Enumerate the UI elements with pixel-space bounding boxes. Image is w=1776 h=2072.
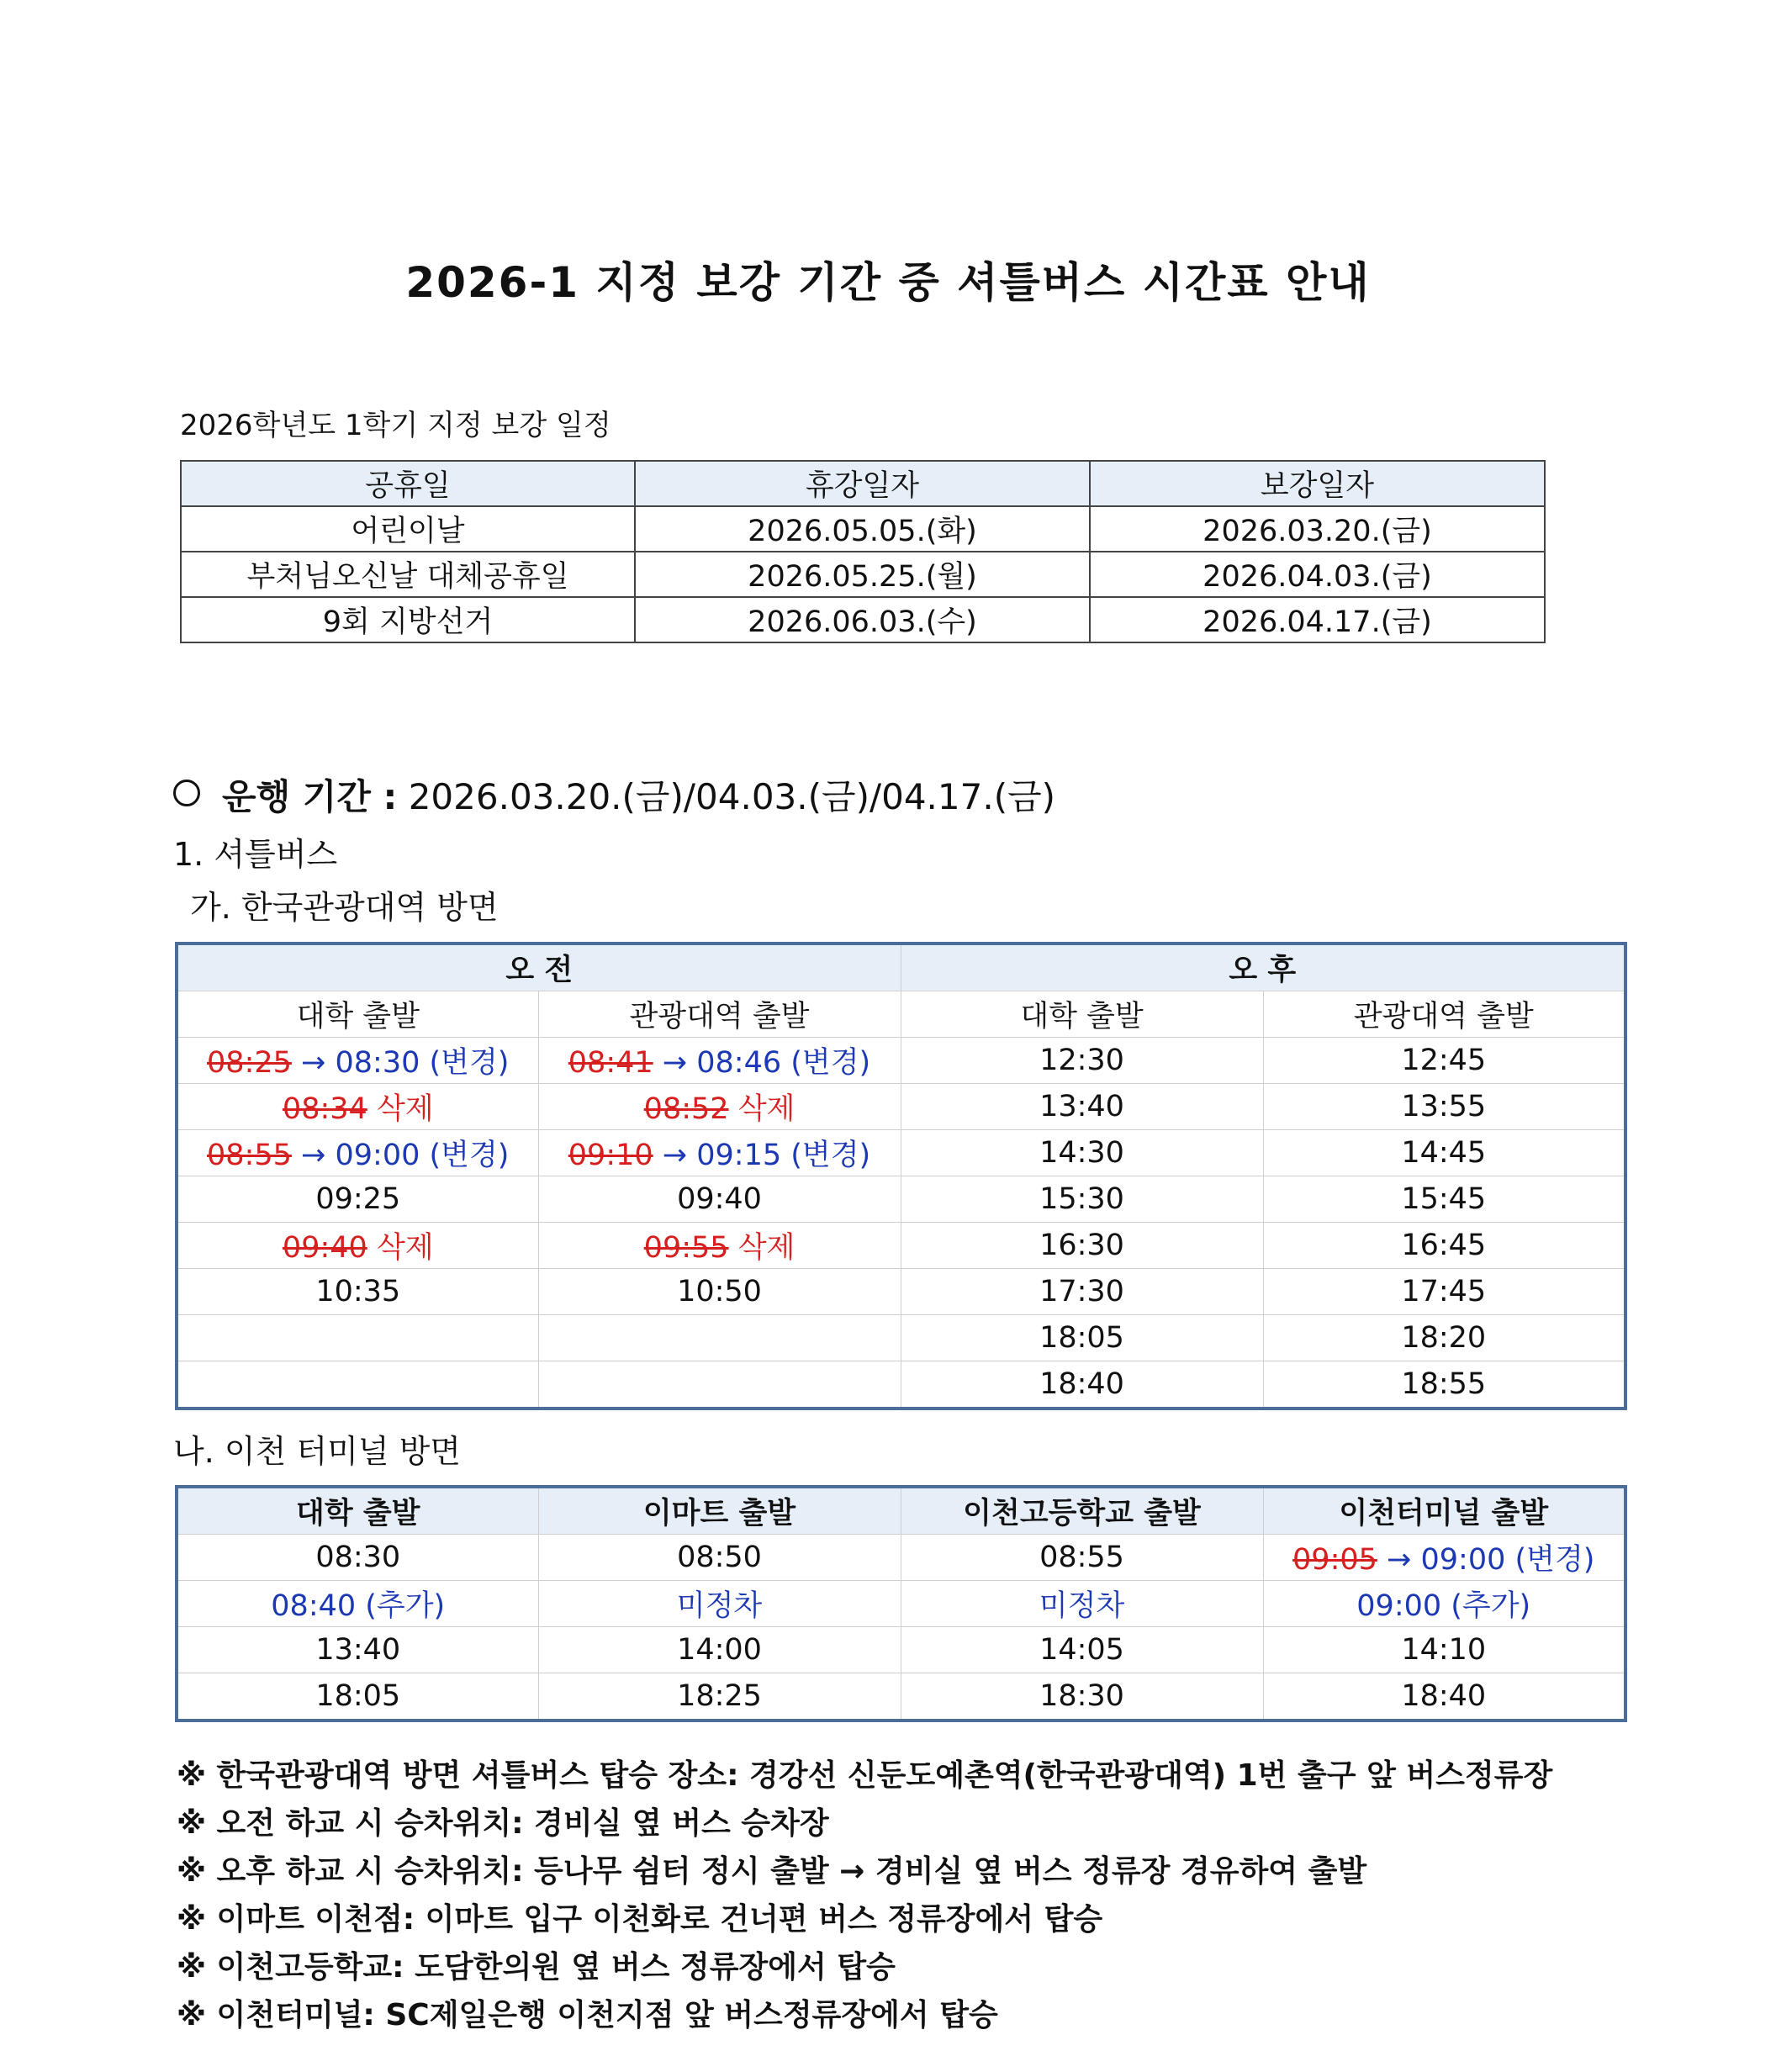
arrow-icon: → [301,1046,326,1080]
time-cell [177,1130,538,1176]
time-cell [538,1130,901,1176]
note-emart: ※ 이마트 이천점: 이마트 입구 이천화로 건너편 버스 정류장에서 탑승 [177,1902,1103,1937]
table-row [177,1223,1625,1269]
table-row [177,1084,1625,1130]
table-row [177,1176,1625,1223]
time-cell: 14:30 [901,1130,1263,1176]
period-value: 2026.03.20.(금)/04.03.(금)/04.17.(금) [408,776,1056,817]
table-row [181,552,1545,597]
cell-holiday: 9회 지방선거 [181,597,635,642]
time-cell: 13:40 [901,1084,1263,1130]
circle-bullet-icon [173,780,200,806]
header-highschool: 이천고등학교 출발 [901,1487,1263,1535]
change-tag: (변경) [1514,1543,1595,1577]
header-terminal: 이천터미널 출발 [1263,1487,1625,1535]
time-cell: 16:45 [1263,1223,1625,1269]
cell-cancel-date: 2026.05.05.(화) [635,506,1090,552]
terminal-route-heading: 나. 이천 터미널 방면 [173,1433,461,1470]
time-cell: 13:55 [1263,1084,1625,1130]
time-cell: 14:10 [1263,1627,1625,1673]
cell-makeup-date: 2026.03.20.(금) [1090,506,1545,552]
table-row [177,1581,1625,1627]
time-cell: 15:45 [1263,1176,1625,1223]
time-cell: 09:40 [538,1176,901,1223]
cell-holiday: 부처님오신날 대체공휴일 [181,552,635,597]
time-cell [177,1361,538,1409]
time-cell: 18:55 [1263,1361,1625,1409]
new-time: 08:30 [335,1046,420,1080]
added-time: 미정차 [676,1589,763,1623]
group-pm: 오 후 [901,944,1625,991]
time-cell: 18:30 [901,1673,1263,1721]
delete-tag: 삭제 [376,1092,434,1126]
time-cell [177,1223,538,1269]
added-time: 09:00 (추가) [1356,1589,1531,1623]
table-row [177,1130,1625,1176]
table-row [177,1269,1625,1315]
new-time: 09:15 [696,1139,782,1172]
time-cell: 14:05 [901,1627,1263,1673]
cell-holiday: 어린이날 [181,506,635,552]
time-cell: 17:45 [1263,1269,1625,1315]
time-cell: 18:05 [901,1315,1263,1361]
time-cell: 17:30 [901,1269,1263,1315]
time-cell: 13:40 [177,1627,538,1673]
header-am-univ: 대학 출발 [177,991,538,1038]
time-cell: 08:55 [901,1535,1263,1581]
time-cell: 18:05 [177,1673,538,1721]
table-row [181,506,1545,552]
time-cell: 08:50 [538,1535,901,1581]
new-time: 08:46 [696,1046,782,1080]
time-cell: 14:45 [1263,1130,1625,1176]
time-cell: 18:40 [1263,1673,1625,1721]
time-cell [177,1084,538,1130]
time-cell [538,1581,901,1627]
header-emart: 이마트 출발 [538,1487,901,1535]
cell-makeup-date: 2026.04.17.(금) [1090,597,1545,642]
table-row [181,597,1545,642]
time-cell [538,1315,901,1361]
time-cell: 18:25 [538,1673,901,1721]
cell-cancel-date: 2026.06.03.(수) [635,597,1090,642]
note-pm-boarding: ※ 오후 하교 시 승차위치: 등나무 쉼터 정시 출발 → 경비실 옆 버스 정류장 경유하여 출발 [177,1854,1367,1889]
delete-tag: 삭제 [737,1092,796,1126]
old-time: 08:55 [207,1139,292,1172]
time-cell: 10:35 [177,1269,538,1315]
arrow-icon: → [1387,1543,1412,1577]
time-cell: 12:45 [1263,1038,1625,1084]
delete-tag: 삭제 [376,1231,434,1265]
station-route-heading: 가. 한국관광대역 방면 [190,889,499,926]
table-row [177,1627,1625,1673]
station-route-timetable [175,942,1627,1410]
time-cell: 14:00 [538,1627,901,1673]
time-cell [177,1038,538,1084]
old-time: 09:05 [1292,1543,1377,1577]
header-cancel-date: 휴강일자 [635,461,1090,506]
cell-cancel-date: 2026.05.25.(월) [635,552,1090,597]
old-time: 08:41 [568,1046,653,1080]
arrow-icon: → [662,1046,688,1080]
timetable-body [177,1535,1625,1721]
column-header-row [177,1487,1625,1535]
old-time: 09:55 [643,1231,729,1265]
arrow-icon: → [662,1139,688,1172]
table-header-row [181,461,1545,506]
delete-tag: 삭제 [737,1231,796,1265]
time-cell [538,1361,901,1409]
shuttle-heading: 1. 셔틀버스 [173,836,338,873]
operation-period [173,769,1055,820]
header-univ: 대학 출발 [177,1487,538,1535]
added-time: 08:40 (추가) [271,1589,446,1623]
period-label: 운행 기간 : [222,776,398,817]
time-cell [177,1581,538,1627]
note-terminal: ※ 이천터미널: SC제일은행 이천지점 앞 버스정류장에서 탑승 [177,1998,998,2032]
old-time: 08:25 [207,1046,292,1080]
group-header-row [177,944,1625,991]
change-tag: (변경) [429,1046,510,1080]
time-cell [538,1223,901,1269]
note-highschool: ※ 이천고등학교: 도담한의원 옆 버스 정류장에서 탑승 [177,1950,896,1985]
time-cell: 10:50 [538,1269,901,1315]
header-holiday: 공휴일 [181,461,635,506]
change-tag: (변경) [429,1139,510,1172]
time-cell: 18:20 [1263,1315,1625,1361]
header-am-station: 관광대역 출발 [538,991,901,1038]
group-am: 오 전 [177,944,901,991]
arrow-icon: → [301,1139,326,1172]
time-cell: 12:30 [901,1038,1263,1084]
table-row [177,1038,1625,1084]
added-time: 미정차 [1039,1589,1125,1623]
cell-makeup-date: 2026.04.03.(금) [1090,552,1545,597]
table-row [177,1535,1625,1581]
old-time: 08:34 [282,1092,367,1126]
time-cell [901,1581,1263,1627]
time-cell: 15:30 [901,1176,1263,1223]
note-am-boarding: ※ 오전 하교 시 승차위치: 경비실 옆 버스 승차장 [177,1806,829,1841]
time-cell [1263,1581,1625,1627]
makeup-schedule-table [180,460,1546,643]
header-makeup-date: 보강일자 [1090,461,1545,506]
time-cell [177,1315,538,1361]
time-cell: 09:25 [177,1176,538,1223]
table-row [177,1361,1625,1409]
time-cell [1263,1535,1625,1581]
new-time: 09:00 [335,1139,420,1172]
time-cell [538,1084,901,1130]
old-time: 08:52 [643,1092,729,1126]
timetable-body [177,1038,1625,1409]
change-tag: (변경) [790,1139,871,1172]
time-cell: 16:30 [901,1223,1263,1269]
change-tag: (변경) [790,1046,871,1080]
old-time: 09:40 [282,1231,367,1265]
table-row [177,1315,1625,1361]
time-cell: 18:40 [901,1361,1263,1409]
table-row [177,1673,1625,1721]
time-cell: 08:30 [177,1535,538,1581]
schedule-caption: 2026학년도 1학기 지정 보강 일정 [180,409,611,442]
time-cell [538,1038,901,1084]
old-time: 09:10 [568,1139,653,1172]
new-time: 09:00 [1420,1543,1506,1577]
column-header-row [177,991,1625,1038]
page-title: 2026-1 지정 보강 기간 중 셔틀버스 시간표 안내 [405,258,1371,307]
note-station-boarding: ※ 한국관광대역 방면 셔틀버스 탑승 장소: 경강선 신둔도예촌역(한국관광대역) 1번 출구 앞 버스정류장 [177,1758,1553,1793]
header-pm-univ: 대학 출발 [901,991,1263,1038]
terminal-route-timetable [175,1485,1627,1722]
header-pm-station: 관광대역 출발 [1263,991,1625,1038]
